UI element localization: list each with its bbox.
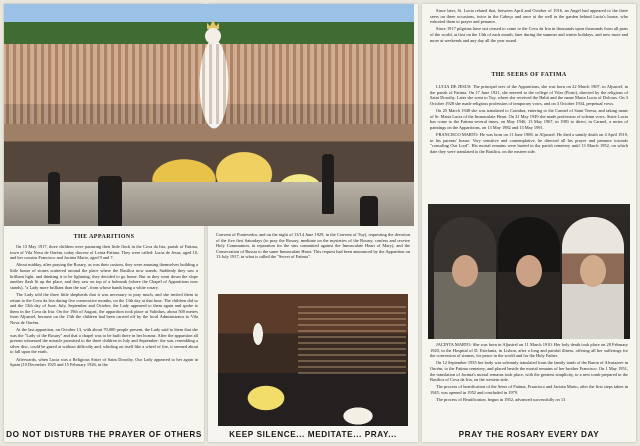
jacinta-text: [430, 342, 628, 404]
paragraph: Since 1917 pilgrims have not ceased to come to the Cova da Iria in thousands upon thousands from all parts of the world, at first on the 13th of each month, later during the summer and winter holidays, and now more and more at weekends and any day all the year round.: [430, 26, 628, 43]
person-figure: [322, 154, 334, 214]
paragraph: On 25 March 1948 she was translated to Coimbra, entering to the Carmel of Saint Teresa, and taking name of Sr. Maria Lucia of the Immaculate Heart. On 31 May 1949 she made profession of solemn vows. Sister Lucia has come to the Fatima several times, on May 1946, 13 May 1967, in 1981 to direct, in Carmel, a series of paintings on the Apparitions, on 13 May 1982 and 13 May 1991.: [430, 107, 628, 130]
paragraph: The process of Beatification, begun in 1952, advanced successfully on 13: [436, 397, 566, 403]
continued-text: [216, 232, 410, 262]
paragraph: At the last apparition, on October 13, with about 70,000 people present, the Lady said to them that she was the "Lady of the Rosary" and that a chapel was to be built there in her honour. After the apparition all present witnessed the miracle promised to the three children in July and September: the sun, resembling a silver disc, could be gazed at without difficulty and, whirling on itself like a wheel of fire, it seemed about to fall upon the earth.: [10, 327, 198, 355]
paragraph: On 13 May 1917, three children were pasturing their little flock in the Cova da Iria, parish of Fatima, town of Vila Nova de Ourém, today diocese of Leiria-Fatima. They were called: Lucia de Jesus, aged 10, and her cousins Francisco and Jacinta Marto, aged 9 and 7.: [10, 244, 198, 261]
statue-head: [205, 28, 221, 44]
apparitions-text: [10, 244, 198, 369]
panel-right: [422, 4, 636, 442]
seers-heading: THE SEERS OF FATIMA: [491, 72, 567, 78]
three-seers-photo: [428, 204, 630, 339]
paragraph: The process of beatification of the Seers of Fatima, Francisco and Jacinta Marto, after the first steps taken in 1945, was opened in 1952 and concluded in 1979.: [430, 384, 628, 395]
apparitions-heading: THE APPARITIONS: [73, 234, 135, 240]
paragraph: FRANCISCO MARTO: He was born on 11 June 1908, in Aljustrel. He died a saintly death on 4 April 1919, in his parents' house. Very sensitive and contemplative, he directed all his prayer and penance towards "consoling Our Lord". His mortal remains were buried in the parish cemetery until 13 March 1952, on which date they were translated to the Basilica, on the eastern side.: [430, 131, 628, 154]
lucia-figure: [498, 217, 560, 339]
jacinta-figure: [562, 217, 624, 339]
paragraph: Afterwards, when Lucia was a Religious Sister of Saint Dorothy, Our Lady appeared to her again in Spain (10 December 1925 and 15 February 1926, in the: [10, 356, 198, 368]
person-figure: [48, 172, 60, 224]
paragraph: On 12 September 1935 her body was solemnly translated from the family tomb of the Baron of Alvaiazere in Ourém, to the Fatima cemetery, and placed beside the mortal remains of her brother Francisco. On 1 May 1951, the translation of Jacinta's mortal remains took place, with the greatest simplicity, to a new tomb prepared in the Basilica of Cova da Iria, on the western side.: [430, 360, 628, 383]
procession-photo: [4, 4, 414, 226]
footer-text: KEEP SILENCE... MEDITATE... PRAY...: [229, 430, 397, 439]
intro-text: [430, 8, 628, 45]
seers-text: [430, 84, 628, 156]
paragraph: Since later, St. Lucia related that, between April and October of 1916, an Angel had appeared to the three seers on three occasions, twice in the Cabeço and once at the well in the garden behind Lucia's house, who exhorted them to prayer and penance.: [430, 8, 628, 25]
person-figure: [98, 176, 122, 226]
footer-text: DO NOT DISTURB THE PRAYER OF OTHERS: [6, 430, 202, 439]
pews-detail: [298, 304, 406, 374]
basilica-interior-photo: [218, 294, 408, 426]
paragraph: JACINTA MARTO: She was born in Aljustrel on 11 March 1910. Her holy death took place on 20 February 1920, in the Hospital of D. Estefania, in Lisbon, after a long and painful illness, offering all her sufferings for the conversion of sinners, for peace in the world and for the Holy Father.: [430, 342, 628, 359]
footer-text: PRAY THE ROSARY EVERY DAY: [458, 430, 600, 439]
paragraph: LUCIA DE JESUS: The principal seer of the Apparitions, she was born on 22 March 1907, in Aljustrel, in the parish of Fatima. On 17 June 1921, she entered to the college of Vilar (Porto), directed by the religious of Saint Dorothy. Later she went to Tuy, where she received the Habit and the name Maria Lucia of Dolours. On 3 October 1928 she made religious profession of temporary vows, and on 3 October 1934, perpetual vows.: [430, 84, 628, 106]
paragraph: About midday, after praying the Rosary, as was their custom, they were amusing themselves building a little house of stones scattered around the place where the Basilica now stands. Suddenly they saw a brilliant light, and thinking it to be lightning, they decided to go home. But as they went down the slope another flash lit up the place, and they saw on top of a holmoak (where the Chapel of Apparitions now stands), "a Lady more brilliant than the sun", from whose hands hung a white rosary.: [10, 262, 198, 290]
crowd-detail: [4, 44, 414, 124]
road-detail: [4, 182, 414, 226]
francisco-figure: [434, 217, 496, 339]
paragraph: The Lady told the three little shepherds that it was necessary to pray much, and she invited them to return to the Cova da Iria during five consecutive months, on the 13th day at that hour. The children did so and the 13th day of June, July, September and October, the Lady appeared to them again and spoke to them in the Cova da Iria. On the 19th of August, the apparition took place at Valinhos, about 500 metres from Aljustrel, because on the 13th the children had been carried off by the local Administrator to Vila Nova de Ourém.: [10, 291, 198, 325]
person-figure: [360, 196, 378, 226]
paragraph: Convent of Pontevedra, and on the night of 13/14 June 1929, in the Convent of Tuy), requesting the devotion of the five first Saturdays (to pray the Rosary, meditate on the mysteries of the Rosary, confess and receive Holy Communion, in reparation for the sins committed against the Immaculate Heart of Mary), and the Consecration of Russia to the same Immaculate Heart. This request had been announced by the Apparition on 13 July 1917, in what is called the "Secret of Fatima".: [216, 232, 410, 260]
